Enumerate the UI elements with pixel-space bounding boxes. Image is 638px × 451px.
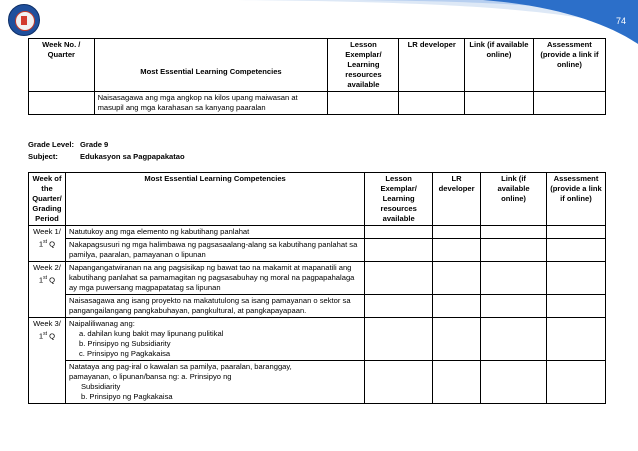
header-week-of-quarter: Week of the Quarter/ Grading Period xyxy=(29,173,66,226)
competency-table-grade9 xyxy=(28,172,606,404)
competency-cell xyxy=(65,361,364,404)
sub-item-c: c. Prinsipyo ng Pagkakaisa xyxy=(78,349,171,358)
week-label: Week 2/ xyxy=(33,263,61,272)
header-exemplar: Lesson Exemplar/ Learning resources available xyxy=(365,173,433,226)
table-row xyxy=(29,239,606,262)
week-label: Week 3/ xyxy=(33,319,61,328)
subject-line xyxy=(28,152,185,161)
competency-cell: Naisasagawa ang mga angkop na kilos upang maiwasan at masupil ang mga karahasan sa kanyang paaralan xyxy=(94,92,328,115)
week-cell xyxy=(29,262,66,318)
competency-line-1: Natataya ang pag-iral o kawalan sa pamilya, paaralan, baranggay, xyxy=(68,362,292,371)
competency-title: Naipaliliwanag ang: xyxy=(68,319,135,328)
grade-level-line xyxy=(28,140,109,149)
table-row xyxy=(29,318,606,361)
header-exemplar: Lesson Exemplar/ Learning resources available xyxy=(328,39,399,92)
quarter-suffix: st xyxy=(43,275,48,281)
quarter-number: 1 xyxy=(38,331,44,341)
quarter-suffix: st xyxy=(43,239,48,245)
competency-line-2: pamayanan, o lipunan/bansa ng: a. Prinsipyo ng xyxy=(68,372,232,381)
competency-cell xyxy=(65,318,364,361)
assessment-cell xyxy=(533,92,605,115)
header-link: Link (if available online) xyxy=(481,173,547,226)
table-row xyxy=(29,361,606,404)
header-lr-developer: LR developer xyxy=(433,173,481,226)
competency-cell: Natutukoy ang mga elemento ng kabutihang panlahat xyxy=(65,226,364,239)
seal-torch-icon xyxy=(21,16,27,25)
competency-cell: Nakapagsusuri ng mga halimbawa ng pagsasaalang-alang sa kabutihang panlahat sa pamilya, paaralan, pamayanan o lipunan xyxy=(65,239,364,262)
exemplar-cell xyxy=(328,92,399,115)
quarter-letter: Q xyxy=(47,239,56,249)
sub-item-b: b. Prinsipyo ng Pagkakaisa xyxy=(80,392,173,401)
table-row xyxy=(29,295,606,318)
week-cell xyxy=(29,92,95,115)
header-assessment: Assessment (provide a link if online) xyxy=(546,173,605,226)
grade-level-label: Grade Level: xyxy=(28,140,75,149)
header-lr-developer: LR developer xyxy=(399,39,465,92)
table-row xyxy=(29,92,606,115)
subject-label: Subject: xyxy=(28,152,58,161)
competency-cell: Napangangatwiranan na ang pagsisikap ng bawat tao na makamit at mapanatili ang kabutihang panlahat sa pamamagitan ng pagsasabuhay ng moral na pagpapahalaga ay mga puwersang magpapatatag sa lipunan xyxy=(65,262,364,295)
quarter-letter: Q xyxy=(47,275,56,285)
deped-seal-icon xyxy=(8,4,40,36)
competency-table-previous xyxy=(28,38,606,115)
week-cell xyxy=(29,226,66,262)
week-label: Week 1/ xyxy=(33,227,61,236)
header-melc: Most Essential Learning Competencies xyxy=(65,173,364,226)
header-week-no: Week No. / Quarter xyxy=(29,39,95,92)
table-header-row xyxy=(29,173,606,226)
link-cell xyxy=(465,92,534,115)
subject-value: Edukasyon sa Pagpapakatao xyxy=(80,152,185,161)
header-link: Link (if available online) xyxy=(465,39,534,92)
header-assessment: Assessment (provide a link if online) xyxy=(533,39,605,92)
week-cell xyxy=(29,318,66,404)
competency-cell: Naisasagawa ang isang proyekto na makatutulong sa isang pamayanan o sektor sa pangangailangang pangkabuhayan, pangkultural, at pangkapayapaan. xyxy=(65,295,364,318)
sub-item-a: a. dahilan kung bakit may lipunang pulitikal xyxy=(78,329,224,338)
table-header-row xyxy=(29,39,606,92)
lr-cell xyxy=(399,92,465,115)
header-melc: Most Essential Learning Competencies xyxy=(94,39,328,92)
table-row xyxy=(29,262,606,295)
table-row xyxy=(29,226,606,239)
quarter-suffix: st xyxy=(43,331,48,337)
quarter-number: 1 xyxy=(38,275,44,285)
competency-line-3: Subsidiarity xyxy=(80,382,121,391)
quarter-number: 1 xyxy=(38,239,44,249)
grade-level-value: Grade 9 xyxy=(80,140,109,149)
sub-item-b: b. Prinsipyo ng Subsidiarity xyxy=(78,339,171,348)
quarter-letter: Q xyxy=(47,331,56,341)
page-number: 74 xyxy=(615,16,626,26)
